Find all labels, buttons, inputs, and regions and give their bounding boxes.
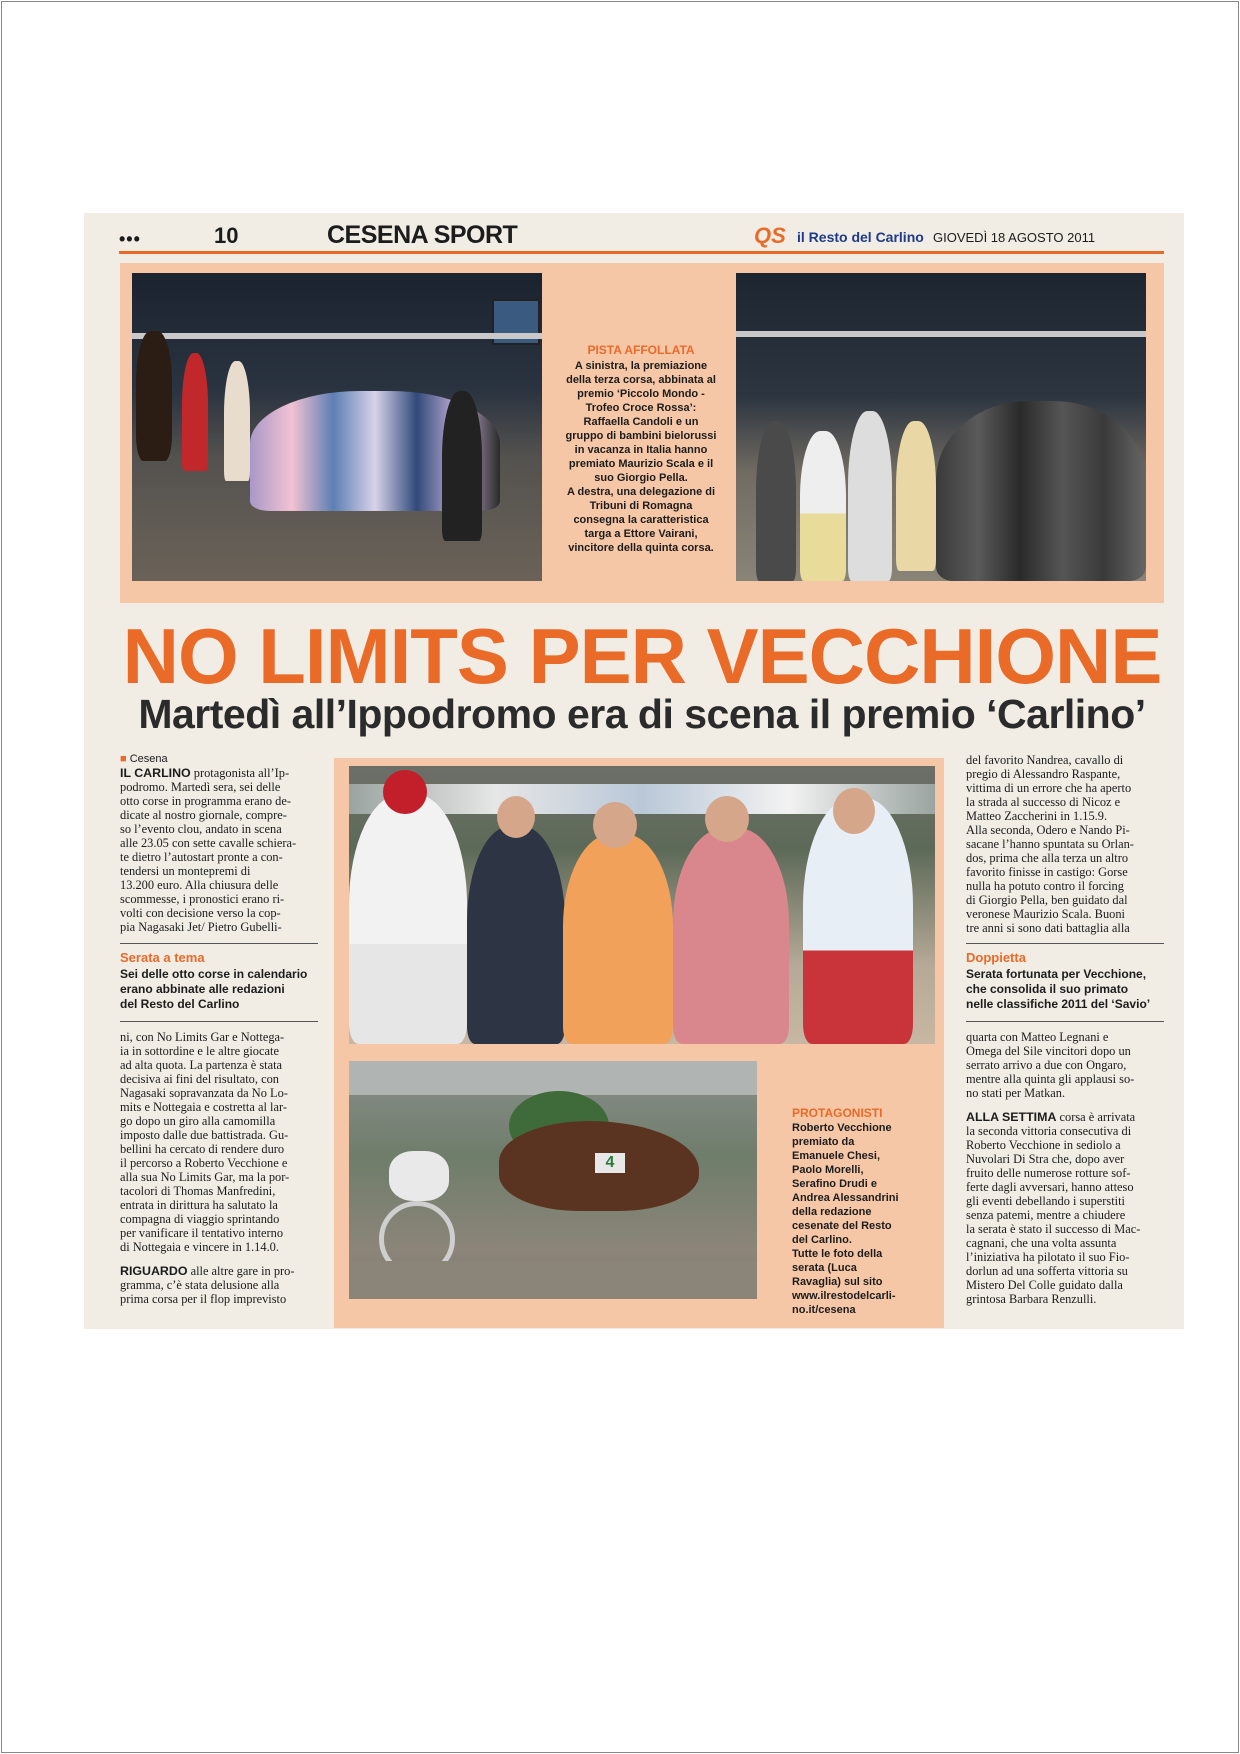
caption-line: targa a Ettore Vairani, <box>584 528 698 540</box>
article-line: go dopo un giro alla camomilla <box>120 1114 276 1128</box>
article-line: ad alta quota. La partenza è stata <box>120 1058 283 1072</box>
article-line: decisiva ai fini del risultato, con <box>120 1072 279 1086</box>
box-divider <box>120 1021 318 1022</box>
woman-figure <box>224 361 250 481</box>
article-line-text: alle altre gare in pro- <box>190 1264 295 1278</box>
article-line-text: corsa è arrivata <box>1059 1110 1136 1124</box>
man-white-shirt-figure <box>800 431 846 581</box>
article-line: volti con decisione verso la cop- <box>120 906 281 920</box>
face-icon <box>705 796 749 842</box>
article-line: quarta con Matteo Legnani e <box>966 1030 1109 1044</box>
article-line <box>966 1110 1164 1124</box>
article-line: l’iniziativa ha pilotato il suo Fio- <box>966 1250 1130 1264</box>
article-line: Nagasaki sopravanzata da No Lo- <box>120 1086 288 1100</box>
caption-line: Andrea Alessandrini <box>792 1192 899 1204</box>
article-line: serrato arrivo a due con Ongaro, <box>966 1058 1127 1072</box>
caption-line: Ravaglia) sul sito <box>792 1276 883 1288</box>
photo-children-award <box>132 273 542 581</box>
article-line: bellini ha cercato di rendere duro <box>120 1142 285 1156</box>
main-headline: NO LIMITS PER VECCHIONE <box>122 612 1162 700</box>
article-line: gramma, c’è stata delusione alla <box>120 1278 280 1292</box>
article-line: Omega del Sile vincitori dopo un <box>966 1044 1131 1058</box>
article-line: mits e Nottegaia e costretta al lar- <box>120 1100 287 1114</box>
article-line: la strada al successo di Nicoz e <box>966 795 1121 809</box>
man-orange-shirt-figure <box>563 834 673 1044</box>
bullet-icon: ■ <box>120 753 127 765</box>
article-line: gli eventi debellando i superstiti <box>966 1194 1125 1208</box>
article-line: te dietro l’autostart pronte a con- <box>120 850 283 864</box>
plaque-icon <box>896 421 936 571</box>
caption-line: cesenate del Resto <box>792 1220 892 1232</box>
bottom-caption-body <box>792 1121 937 1317</box>
top-caption-title: PISTA AFFOLLATA <box>587 343 695 357</box>
article-line: mentre alla quinta gli applausi so- <box>966 1072 1135 1086</box>
article-line: 13.200 euro. Alla chiusura delle <box>120 878 279 892</box>
driver-figure <box>182 353 208 471</box>
box-divider <box>120 943 318 944</box>
box-line: erano abbinate alle redazioni <box>120 982 285 996</box>
caped-man-figure <box>756 421 796 581</box>
caption-line: consegna la caratteristica <box>573 514 709 526</box>
helmet-icon <box>383 770 427 814</box>
article-line: entrata in dirittura ha salutato la <box>120 1198 278 1212</box>
article-line-text: protagonista all’Ip- <box>193 766 290 780</box>
box-line: nelle classifiche 2011 del ‘Savio’ <box>966 997 1151 1011</box>
article-line: senza patemi, mentre a chiudere <box>966 1208 1126 1222</box>
photo-award-vecchione <box>349 766 935 1044</box>
caption-line: vincitore della quinta corsa. <box>568 542 714 554</box>
article-line: alla sua No Limits Gar, ma la por- <box>120 1170 290 1184</box>
caption-line: Tutte le foto della <box>792 1248 883 1260</box>
article-line: alle 23.05 con sette cavalle schiera- <box>120 836 297 850</box>
top-caption-body <box>562 359 720 555</box>
lead-word: RIGUARDO <box>120 1264 188 1278</box>
face-icon <box>593 802 637 848</box>
article-line <box>120 766 318 780</box>
lead-word: ALLA SETTIMA <box>966 1110 1057 1124</box>
article-line: prima corsa per il flop imprevisto <box>120 1292 287 1306</box>
article-line: scommesse, i pronostici erano ri- <box>120 892 285 906</box>
track-rail <box>736 331 1146 337</box>
article-line: compagna di viaggio sprintando <box>120 1212 280 1226</box>
article-line: so l’evento clou, andato in scena <box>120 822 282 836</box>
article-line: tre anni si sono dati battaglia alla <box>966 921 1130 935</box>
article-line: ia in sottordine e le altre giocate <box>120 1044 279 1058</box>
issue-date: GIOVEDÌ 18 AGOSTO 2011 <box>933 230 1096 245</box>
article-line: imposto dalle due battistrada. Gu- <box>120 1128 289 1142</box>
newspaper-name: il Resto del Carlino <box>797 229 924 245</box>
caption-line: www.ilrestodelcarli- <box>792 1290 896 1302</box>
bottom-caption-title: PROTAGONISTI <box>792 1106 883 1120</box>
article-line: fruito delle numerose rotture sof- <box>966 1166 1131 1180</box>
box1-title: Serata a tema <box>120 950 205 965</box>
article-line: dos, prima che alla terza un altro <box>966 851 1129 865</box>
article-line: dicate al nostro giornale, compre- <box>120 808 287 822</box>
header-dots: ••• <box>119 229 141 249</box>
article-line: tacolori di Thomas Manfredini, <box>120 1184 276 1198</box>
caption-line: Raffaella Candoli e un <box>583 416 699 428</box>
section-title: CESENA SPORT <box>327 221 518 249</box>
article-line: Matteo Zaccherini in 1.15.9. <box>966 809 1108 823</box>
caption-line: della redazione <box>792 1206 872 1218</box>
article-line: del favorito Nandrea, cavallo di <box>966 753 1124 767</box>
article-col3-top <box>966 753 1164 935</box>
article-line: veronese Maurizio Scala. Buoni <box>966 907 1125 921</box>
location: Cesena <box>129 753 168 765</box>
article-line: pia Nagasaki Jet/ Pietro Gubelli- <box>120 920 282 934</box>
article-line: il percorso a Roberto Vecchione e <box>120 1156 288 1170</box>
caption-line: del Carlino. <box>792 1234 852 1246</box>
caption-line: Emanuele Chesi, <box>792 1150 881 1162</box>
caption-line: gruppo di bambini bielorussi <box>565 430 717 442</box>
caption-line: Serafino Drudi e <box>792 1178 877 1190</box>
box-divider <box>966 943 1164 944</box>
box2-body <box>966 967 1164 1012</box>
box-line: del Resto del Carlino <box>120 997 240 1011</box>
article-line: podromo. Martedì sera, sei delle <box>120 780 281 794</box>
article-line: grintosa Barbara Renzulli. <box>966 1292 1097 1306</box>
article-line: dorlun ad una sofferta vittoria su <box>966 1264 1128 1278</box>
caption-line: serata (Luca <box>792 1262 857 1274</box>
caption-line: suo Giorgio Pella. <box>594 472 688 484</box>
track-rail <box>132 333 542 339</box>
sub-headline: Martedì all’Ippodromo era di scena il premio ‘Carlino’ <box>138 691 1146 737</box>
article-line <box>120 1264 318 1278</box>
article-line: di Nottegaia e vincere in 1.14.0. <box>120 1240 279 1254</box>
article-col1-bottom <box>120 1030 318 1306</box>
box-line: che consolida il suo primato <box>966 982 1129 996</box>
man-red-trousers-figure <box>803 798 913 1044</box>
article-col1-top <box>120 766 318 934</box>
box-line: Sei delle otto corse in calendario <box>120 967 308 981</box>
article-line: nulla ha potuto contro il forcing <box>966 879 1124 893</box>
man-in-black-figure <box>442 391 482 541</box>
article-line: vittima di un errore che ha aperto <box>966 781 1132 795</box>
box-line: Serata fortunata per Vecchione, <box>966 967 1147 981</box>
caption-line: premiato da <box>792 1136 855 1148</box>
grandstand <box>349 1061 757 1095</box>
article-line: pregio di Alessandro Raspante, <box>966 767 1121 781</box>
horse-icon <box>136 331 172 461</box>
caption-line: in vacanza in Italia hanno <box>574 444 708 456</box>
qs-logo-icon: QS <box>754 223 786 248</box>
article-line: per vanificare il tentativo interno <box>120 1226 284 1240</box>
face-icon <box>497 796 535 838</box>
header-rule <box>119 251 1164 254</box>
race-number-bib: 4 <box>595 1153 625 1173</box>
page-number: 10 <box>214 223 239 248</box>
article-line: la serata è stato il successo di Mac- <box>966 1222 1141 1236</box>
photo-race-finish <box>349 1061 757 1299</box>
man-pink-shirt-figure <box>673 828 789 1044</box>
article-line: la seconda vittoria consecutiva di <box>966 1124 1132 1138</box>
article-line: no stati per Matkan. <box>966 1086 1066 1100</box>
caption-line: Trofeo Croce Rossa’: <box>585 402 697 414</box>
caption-line: no.it/cesena <box>792 1304 856 1316</box>
caption-line: A destra, una delegazione di <box>566 486 716 498</box>
box1-body <box>120 967 318 1012</box>
track-surface <box>349 1261 757 1299</box>
article-line: Roberto Vecchione in sediolo a <box>966 1138 1121 1152</box>
caption-line: premio ‘Piccolo Mondo - <box>577 388 705 400</box>
lead-word: IL CARLINO <box>120 766 191 780</box>
face-icon <box>833 788 875 834</box>
location-kicker <box>120 753 168 765</box>
article-line: di Giorgio Pella, ben guidato dal <box>966 893 1128 907</box>
article-line: ferte dagli avversari, hanno atteso <box>966 1180 1134 1194</box>
article-col3-bottom <box>966 1030 1164 1306</box>
article-line: Nuvolari Di Stra che, dopo aver <box>966 1152 1125 1166</box>
article-line: otto corse in programma erano de- <box>120 794 291 808</box>
photo-tribuni-delegation <box>736 273 1146 581</box>
article-line: cagnani, che una volta assunta <box>966 1236 1117 1250</box>
caption-line: A sinistra, la premiazione <box>574 360 708 372</box>
caption-line: Paolo Morelli, <box>792 1164 864 1176</box>
tribuni-group <box>936 401 1146 581</box>
box-divider <box>966 1021 1164 1022</box>
article-line: sacane l’hanno spuntata su Orlan- <box>966 837 1134 851</box>
man-blue-jacket-figure <box>467 826 565 1044</box>
driver-figure <box>389 1151 449 1201</box>
caption-line: della terza corsa, abbinata al <box>566 374 716 386</box>
article-line: favorito finisse in castigo: Gorse <box>966 865 1128 879</box>
article-line: Mistero Del Colle guidato dalla <box>966 1278 1123 1292</box>
newspaper-clipping <box>84 213 1184 1329</box>
box2-title: Doppietta <box>966 950 1026 965</box>
driver-figure <box>848 411 892 581</box>
article-line: tendersi un montepremi di <box>120 864 251 878</box>
caption-line: premiato Maurizio Scala e il <box>568 458 714 470</box>
caption-line: Roberto Vecchione <box>792 1122 892 1134</box>
caption-line: Tribuni di Romagna <box>589 500 693 512</box>
article-line: ni, con No Limits Gar e Nottega- <box>120 1030 285 1044</box>
article-line: Alla seconda, Odero e Nando Pi- <box>966 823 1130 837</box>
driver-vecchione-figure <box>349 794 467 1044</box>
